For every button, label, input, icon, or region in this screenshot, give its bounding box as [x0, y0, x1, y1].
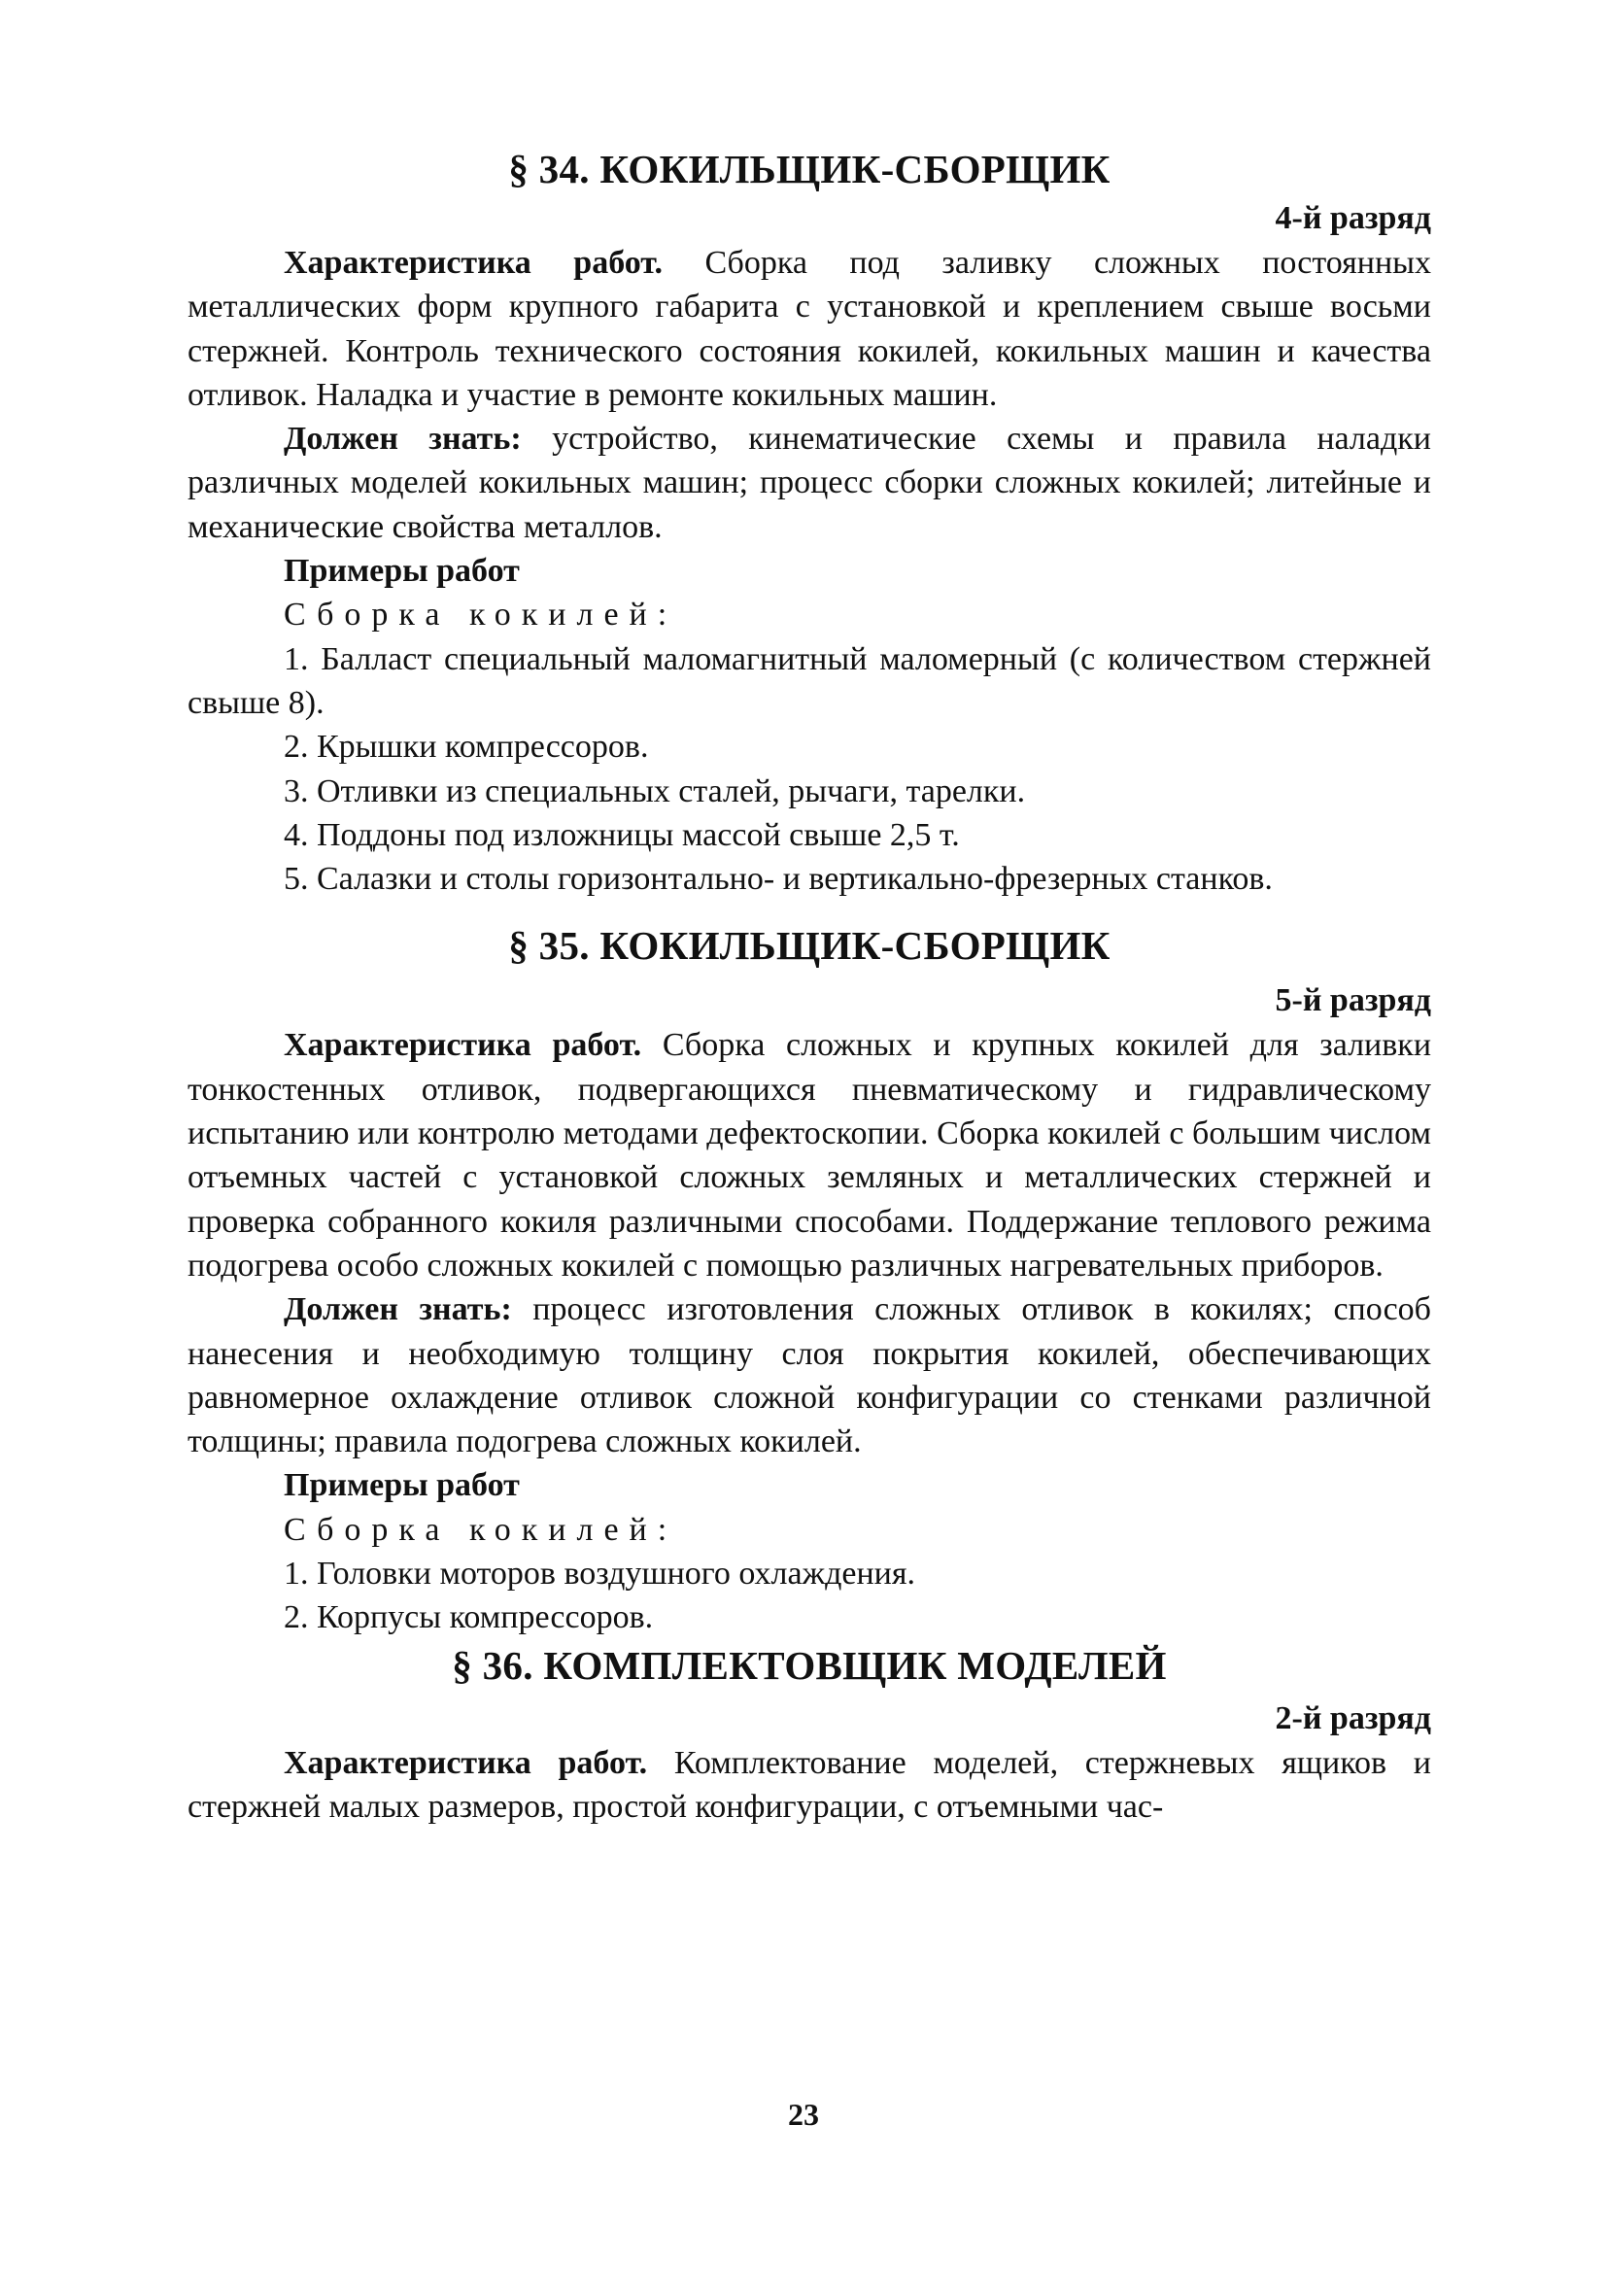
section-35: [188, 922, 1431, 1639]
knowledge-label: Должен знать:: [284, 421, 522, 458]
example-item: 4. Поддоны под изложницы массой свыше 2,5 т.: [284, 816, 960, 853]
grade-label: 2-й разряд: [1275, 1699, 1431, 1736]
example-item: 1. Головки моторов воздушного охлаждения.: [284, 1556, 916, 1593]
example-item: 5. Салазки и столы горизонтально- и вертикально-фрезерных станков.: [284, 861, 1273, 898]
section-title: § 35. КОКИЛЬЩИК-СБОРЩИК: [508, 923, 1111, 969]
examples-heading: Примеры работ: [284, 553, 520, 590]
knowledge-label: Должен знать:: [284, 1291, 512, 1328]
knowledge-paragraph: [188, 1287, 1431, 1463]
examples-heading: Примеры работ: [284, 1467, 520, 1504]
section-34: [188, 146, 1431, 901]
characteristic-paragraph: [188, 1023, 1431, 1287]
characteristic-label: Характеристика работ.: [284, 245, 663, 281]
examples-subtitle: Сборка кокилей:: [284, 597, 678, 634]
example-item: 3. Отливки из специальных сталей, рычаги, тарелки.: [284, 772, 1026, 809]
characteristic-label: Характеристика работ.: [284, 1027, 642, 1064]
page-number: 23: [788, 2097, 819, 2132]
example-item: 2. Корпусы компрессоров.: [284, 1599, 654, 1636]
document-page: [188, 146, 1431, 1829]
examples-subtitle: Сборка кокилей:: [284, 1511, 678, 1548]
characteristic-paragraph: [188, 241, 1431, 417]
characteristic-label: Характеристика работ.: [284, 1744, 648, 1781]
section-title: § 36. КОМПЛЕКТОВЩИК МОДЕЛЕЙ: [452, 1642, 1167, 1688]
knowledge-text: устройство, кинематические схемы и правила наладки различных моделей кокильных машин; процесс сборки сложных кокилей; литейные и механические свойства металлов.: [188, 421, 1432, 545]
knowledge-text: процесс изготовления сложных отливок в кокилях; способ нанесения и необходимую толщину слоя покрытия кокилей, обеспечивающих равномерное охлаждение отливок сложной конфигурации со стенками различной толщины; правила подогрева сложных кокилей.: [188, 1291, 1431, 1460]
characteristic-text: Сборка под заливку сложных постоянных металлических форм крупного габарита с установкой и креплением свыше восьми стержней. Контроль технического состояния кокилей, кокильных машин и качества отливок. Наладка и участие в ремонте кокильных машин.: [188, 245, 1431, 413]
example-item: 1. Балласт специальный маломагнитный маломерный (с количеством стержней свыше 8).: [188, 640, 1431, 721]
grade-label: 4-й разряд: [1275, 200, 1431, 236]
section-title: § 34. КОКИЛЬЩИК-СБОРЩИК: [508, 147, 1111, 191]
knowledge-paragraph: [188, 417, 1431, 549]
characteristic-text: Сборка сложных и крупных кокилей для заливки тонкостенных отливок, подвергающихся пневматическому и гидравлическому испытанию или контролю методами дефектоскопии. Сборка кокилей с большим числом отъемных частей с установкой сложных земляных и металлических стержней и проверка собранного кокиля различными способами. Поддержание теплового режима подогрева особо сложных кокилей с помощью различных нагревательных приборов.: [188, 1027, 1432, 1284]
example-item: 2. Крышки компрессоров.: [284, 729, 649, 766]
grade-label: 5-й разряд: [1275, 982, 1431, 1019]
characteristic-paragraph: [188, 1741, 1431, 1830]
section-36: [188, 1642, 1431, 1830]
characteristic-text: Комплектование моделей, стержневых ящиков и стержней малых размеров, простой конфигурации, с отъемными час-: [188, 1744, 1431, 1825]
